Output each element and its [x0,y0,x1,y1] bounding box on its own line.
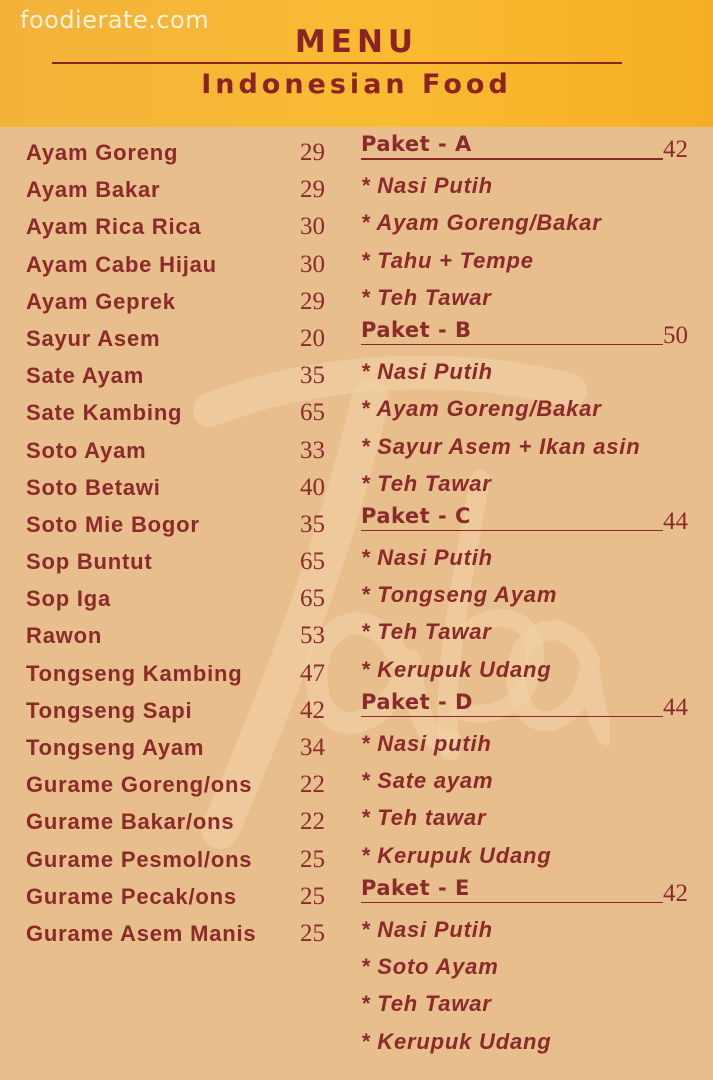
menu-item-price: 20 [300,324,325,352]
menu-item [26,134,346,171]
paket-item: * Kerupuk Udang [361,842,552,868]
menu-item [26,543,346,580]
menu-item [26,246,346,283]
menu-item [26,320,346,357]
menu-item [26,617,346,654]
menu-item-price: 65 [300,548,325,576]
menu-item-price: 42 [300,696,325,724]
menu-item-name: Gurame Pecak/ons [26,883,237,909]
paket-item: * Sayur Asem + Ikan asin [361,433,641,459]
menu-item-name: Sayur Asem [26,325,161,351]
paket-underline [361,530,663,532]
menu-item [26,655,346,692]
menu-item [26,803,346,840]
paket-item: * Soto Ayam [361,954,499,980]
menu-item-name: Gurame Pesmol/ons [26,846,253,872]
menu-item-price: 65 [300,399,325,427]
paket-header [361,130,701,167]
menu-item-price: 29 [300,139,325,166]
menu-item [26,506,346,543]
paket-header [361,316,701,353]
title-divider [52,62,622,64]
menu-item-price: 30 [300,213,325,241]
menu-item [26,394,346,431]
menu-item-price: 22 [300,771,325,799]
menu-item [26,283,346,320]
paket-underline [361,158,663,160]
menu-item-name: Tongseng Sapi [26,697,193,723]
paket-name: Paket - E [361,875,470,900]
menu-title: MENU [294,24,419,60]
menu-item [26,729,346,766]
menu-item [26,580,346,617]
paket-item: * Teh Tawar [361,284,492,310]
menu-item-name: Gurame Goreng/ons [26,772,253,798]
paket-header [361,688,701,725]
paket-name: Paket - D [361,689,473,714]
paket-price: 42 [663,136,688,163]
paket-price: 42 [663,879,688,907]
menu-item [26,469,346,506]
menu-item [26,878,346,915]
paket-underline [361,344,663,346]
paket-header [361,874,701,911]
menu-item-name: Soto Betawi [26,474,161,500]
menu-item-name: Soto Ayam [26,437,147,463]
paket-item: * Teh Tawar [361,619,492,645]
menu-item [26,841,346,878]
paket-price: 44 [663,507,688,535]
menu-item-name: Soto Mie Bogor [26,511,200,537]
menu-item-name: Tongseng Kambing [26,660,243,686]
menu-item-price: 35 [300,510,325,538]
menu-item [26,208,346,245]
menu-item [26,171,346,208]
menu-item-price: 65 [300,585,325,613]
paket-item: * Tahu + Tempe [361,247,534,273]
paket-header [361,502,701,539]
menu-item-name: Ayam Bakar [26,177,161,203]
menu-item-name: Gurame Bakar/ons [26,809,235,835]
menu-item-price: 47 [300,659,325,687]
menu-item-price: 29 [300,287,325,315]
paket-item: * Nasi Putih [361,359,493,385]
menu-item-name: Sop Buntut [26,549,153,575]
paket-name: Paket - B [361,317,472,342]
menu-item-name: Ayam Geprek [26,288,176,314]
menu-item-price: 53 [300,622,325,650]
menu-subtitle: Indonesian Food [201,69,512,100]
paket-name: Paket - A [361,132,472,156]
paket-item: * Nasi Putih [361,916,493,942]
menu-item [26,766,346,803]
paket-item: * Nasi putih [361,731,492,756]
menu-header [0,0,713,127]
menu-item-name: Gurame Asem Manis [26,920,257,946]
menu-item-price: 35 [300,362,325,390]
menu-item-price: 25 [300,845,325,873]
menu-item-name: Ayam Goreng [26,140,179,165]
menu-item-price: 29 [300,176,325,204]
menu-item-name: Ayam Cabe Hijau [26,251,217,277]
paket-item: * Kerupuk Udang [361,1028,552,1054]
menu-item-name: Rawon [26,623,103,649]
paket-item: * Sate ayam [361,768,494,794]
paket-underline [361,716,663,718]
paket-item: * Nasi Putih [361,173,493,199]
paket-item: * Teh tawar [361,805,487,831]
paket-name: Paket - C [361,503,471,528]
paket-item: * Nasi Putih [361,545,493,571]
paket-price: 50 [663,321,688,349]
paket-item: * Ayam Goreng/Bakar [361,396,602,422]
paket-item: * Ayam Goreng/Bakar [361,210,602,236]
menu-item-name: Sop Iga [26,586,112,612]
menu-item-name: Ayam Rica Rica [26,214,202,240]
menu-items-list [26,134,346,952]
paket-item: * Teh Tawar [361,991,492,1017]
menu-item [26,915,346,952]
menu-item-price: 25 [300,882,325,910]
paket-item: * Teh Tawar [361,470,492,496]
menu-item-price: 34 [300,734,325,761]
menu-item-price: 22 [300,808,325,836]
site-watermark: foodierate.com [20,6,210,34]
menu-item-price: 40 [300,473,325,501]
menu-item [26,432,346,469]
menu-item-name: Tongseng Ayam [26,735,205,760]
menu-item-price: 30 [300,250,325,278]
menu-item [26,357,346,394]
menu-item-price: 33 [300,436,325,464]
paket-item: * Tongseng Ayam [361,582,558,608]
paket-list [361,130,701,1060]
menu-item-name: Sate Ayam [26,363,145,389]
paket-item: * Kerupuk Udang [361,656,552,682]
paket-underline [361,902,663,904]
menu-item-name: Sate Kambing [26,400,183,426]
paket-price: 44 [663,693,688,721]
menu-item-price: 25 [300,919,325,947]
menu-item [26,692,346,729]
